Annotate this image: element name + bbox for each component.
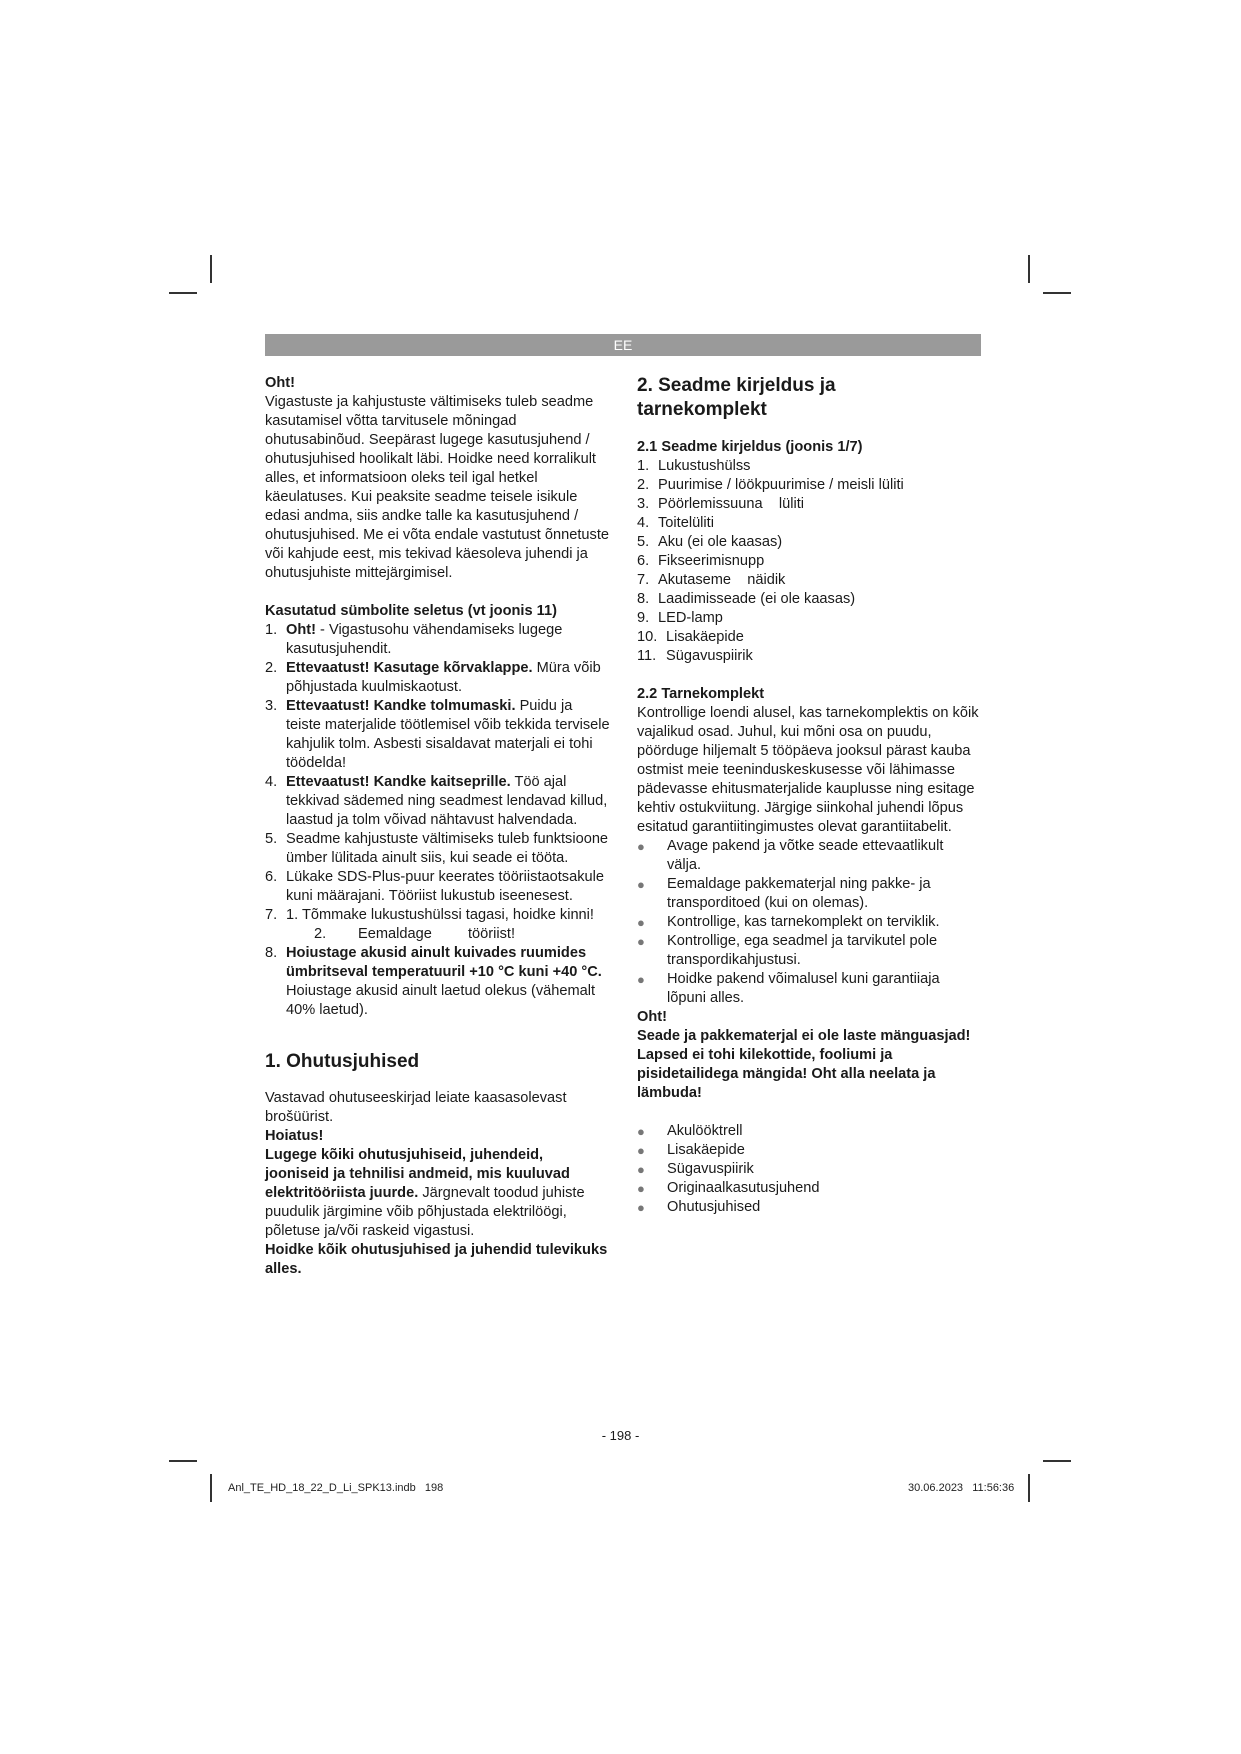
list-item: ● Avage pakend ja võtke seade ettevaatlikult välja. bbox=[637, 838, 944, 873]
symbols-title: Kasutatud sümbolite seletus (vt joonis 11) bbox=[265, 603, 557, 619]
bullet-icon: ● bbox=[637, 1162, 645, 1177]
section-1-text: Vastavad ohutuseeskirjad leiate kaasasolevast brošüürist. bbox=[265, 1090, 567, 1125]
language-header: EE bbox=[265, 334, 981, 356]
list-item: 6. Fikseerimisnupp bbox=[637, 553, 765, 569]
danger-title: Oht! bbox=[265, 375, 295, 391]
crop-mark bbox=[210, 1474, 212, 1502]
list-item: 4. Ettevaatust! Kandke kaitseprille. Töö ajal tekkivad sädemed ning seadmest lendavad killud, laastud ja tolm võivad nähtavust halvendada. bbox=[265, 774, 608, 828]
file-info: Anl_TE_HD_18_22_D_Li_SPK13.indb 198 bbox=[228, 1482, 444, 1494]
list-item: ● Kontrollige, ega seadmel ja tarvikutel pole transpordikahjustusi. bbox=[637, 933, 938, 968]
list-item: ● Eemaldage pakkematerjal ning pakke- ja transporditoed (kui on olemas). bbox=[637, 876, 931, 911]
bullet-icon: ● bbox=[637, 1181, 645, 1196]
print-date: 30.06.2023 11:56:36 bbox=[908, 1482, 1015, 1494]
list-item: 3. Ettevaatust! Kandke tolmumaski. Puidu ja teiste materjalide töötlemisel võib tekkida tervisele kahjulik tolm. Asbesti sisaldavat materjali ei tohi töödelda! bbox=[265, 698, 610, 771]
bullet-icon: ● bbox=[637, 877, 645, 892]
list-item: 5. Seadme kahjustuste vältimiseks tuleb funktsioone ümber lülitada ainult siis, kui seade ei tööta. bbox=[265, 831, 609, 866]
list-item: 8. Laadimisseade (ei ole kaasas) bbox=[637, 591, 856, 607]
crop-mark bbox=[169, 292, 197, 294]
danger-text-children: Seade ja pakkematerjal ei ole laste mänguasjad! Lapsed ei tohi kilekottide, fooliumi ja pisidetailidega mängida! Oht alla neelata ja lämbuda! bbox=[637, 1028, 971, 1101]
list-item: 9. LED-lamp bbox=[637, 610, 723, 626]
list-item: 7. Akutaseme näidik bbox=[637, 572, 786, 588]
section-1-title: 1. Ohutusjuhised bbox=[265, 1051, 420, 1072]
list-item: 2. Ettevaatust! Kasutage kõrvaklappe. Müra võib põhjustada kuulmiskaotust. bbox=[265, 660, 601, 695]
list-item: ● Lisakäepide bbox=[637, 1142, 745, 1158]
bullet-icon: ● bbox=[637, 972, 645, 987]
list-item: 8. Hoiustage akusid ainult kuivades ruumides ümbritseval temperatuuril +10 °C kuni +40 °C. Hoiustage akusid ainult laetud olekus (vähemalt 40% laetud). bbox=[265, 945, 602, 1018]
list-item: 2. Puurimise / löökpuurimise / meisli lüliti bbox=[637, 477, 904, 493]
page-number: - 198 - bbox=[601, 1428, 640, 1443]
list-item: ● Kontrollige, kas tarnekomplekt on terviklik. bbox=[637, 914, 940, 930]
crop-mark bbox=[210, 255, 212, 283]
list-item: ● Originaalkasutusjuhend bbox=[637, 1180, 820, 1196]
list-item: ● Sügavuspiirik bbox=[637, 1161, 754, 1177]
bullet-icon: ● bbox=[637, 934, 645, 949]
delivery-text: Kontrollige loendi alusel, kas tarnekomplektis on kõik vajalikud osad. Juhul, kui mõni osa on puudu, pöörduge hiljemalt 5 tööpäeva jooksul pärast kauba ostmist meie teeninduskeskusesse või lähimasse pädevasse ehitusmaterjalide kauplusse ning esitage kehtiv ostukviitung. Järgige siinkohal juhendi lõpus esitatud garantiitingimustes olevat garantiitabelit. bbox=[637, 705, 979, 835]
bullet-icon: ● bbox=[637, 1200, 645, 1215]
list-item: 4. Toitelüliti bbox=[637, 515, 714, 531]
list-item: 1. Lukustushülss bbox=[637, 458, 751, 474]
warning-title: Hoiatus! bbox=[265, 1128, 324, 1144]
left-column bbox=[265, 374, 610, 1279]
list-item: ● Ohutusjuhised bbox=[637, 1199, 761, 1215]
danger-text: Vigastuste ja kahjustuste vältimiseks tuleb seadme kasutamisel võtta tarvitusele mõningad ohutusabinõud. Seepärast lugege kasutusjuhend / ohutusjuhised hoolikalt läbi. Hoidke need korralikult alles, et informatsioon oleks teil igal hetkel käeulatuses. Kui peaksite seadme teisele isikule edasi andma, siis andke talle ka kasutusjuhend / ohutusjuhised. Me ei võta endale vastutust õnnetuste või kahjude eest, mis tekivad käesoleva juhendi ja ohutusjuhiste mittejärgimisel. bbox=[265, 394, 609, 581]
bullet-icon: ● bbox=[637, 839, 645, 854]
crop-mark bbox=[1043, 1460, 1071, 1462]
list-item: 11. Sügavuspiirik bbox=[637, 648, 753, 664]
list-item-sub: 2. Eemaldage tööriist! bbox=[314, 926, 516, 942]
list-item: ● Hoidke pakend võimalusel kuni garantiiaja lõpuni alles. bbox=[637, 971, 940, 1006]
list-item: 5. Aku (ei ole kaasas) bbox=[637, 534, 783, 550]
right-column bbox=[637, 374, 981, 1217]
danger-title: Oht! bbox=[637, 1009, 667, 1025]
list-item: 7. 1. Tõmmake lukustushülssi tagasi, hoidke kinni! bbox=[265, 907, 594, 923]
crop-mark bbox=[1028, 1474, 1030, 1502]
bullet-icon: ● bbox=[637, 1124, 645, 1139]
subsection-2-1-title: 2.1 Seadme kirjeldus (joonis 1/7) bbox=[637, 439, 863, 455]
list-item: 1. Oht! - Vigastusohu vähendamiseks lugege kasutusjuhendit. bbox=[265, 622, 563, 657]
list-item: 6. Lükake SDS-Plus-puur keerates tööriistaotsakule kuni määrajani. Tööriist lukustub iseenesest. bbox=[265, 869, 604, 904]
bullet-icon: ● bbox=[637, 1143, 645, 1158]
symbols-list bbox=[265, 621, 610, 1020]
crop-mark bbox=[169, 1460, 197, 1462]
list-item: 3. Pöörlemissuuna lüliti bbox=[637, 496, 805, 512]
delivery-contents bbox=[637, 1122, 981, 1217]
crop-mark bbox=[1028, 255, 1030, 283]
section-2-title: 2. Seadme kirjeldus ja tarnekomplekt bbox=[637, 375, 836, 420]
parts-list bbox=[637, 457, 981, 666]
crop-mark bbox=[1043, 292, 1071, 294]
warning-text: Lugege kõiki ohutusjuhiseid, juhendeid, jooniseid ja tehnilisi andmeid, mis kuuluvad elektritööriista juurde. Järgnevalt toodud juhiste puudulik järgimine võib põhjustada elektrilöögi, põletuse ja/või raskeid vigastusi. bbox=[265, 1147, 585, 1239]
subsection-2-2-title: 2.2 Tarnekomplekt bbox=[637, 686, 765, 702]
list-item: 10. Lisakäepide bbox=[637, 629, 744, 645]
list-item: ● Akulööktrell bbox=[637, 1123, 743, 1139]
unpacking-steps bbox=[637, 837, 981, 1008]
keep-instructions: Hoidke kõik ohutusjuhised ja juhendid tulevikuks alles. bbox=[265, 1242, 608, 1277]
bullet-icon: ● bbox=[637, 915, 645, 930]
